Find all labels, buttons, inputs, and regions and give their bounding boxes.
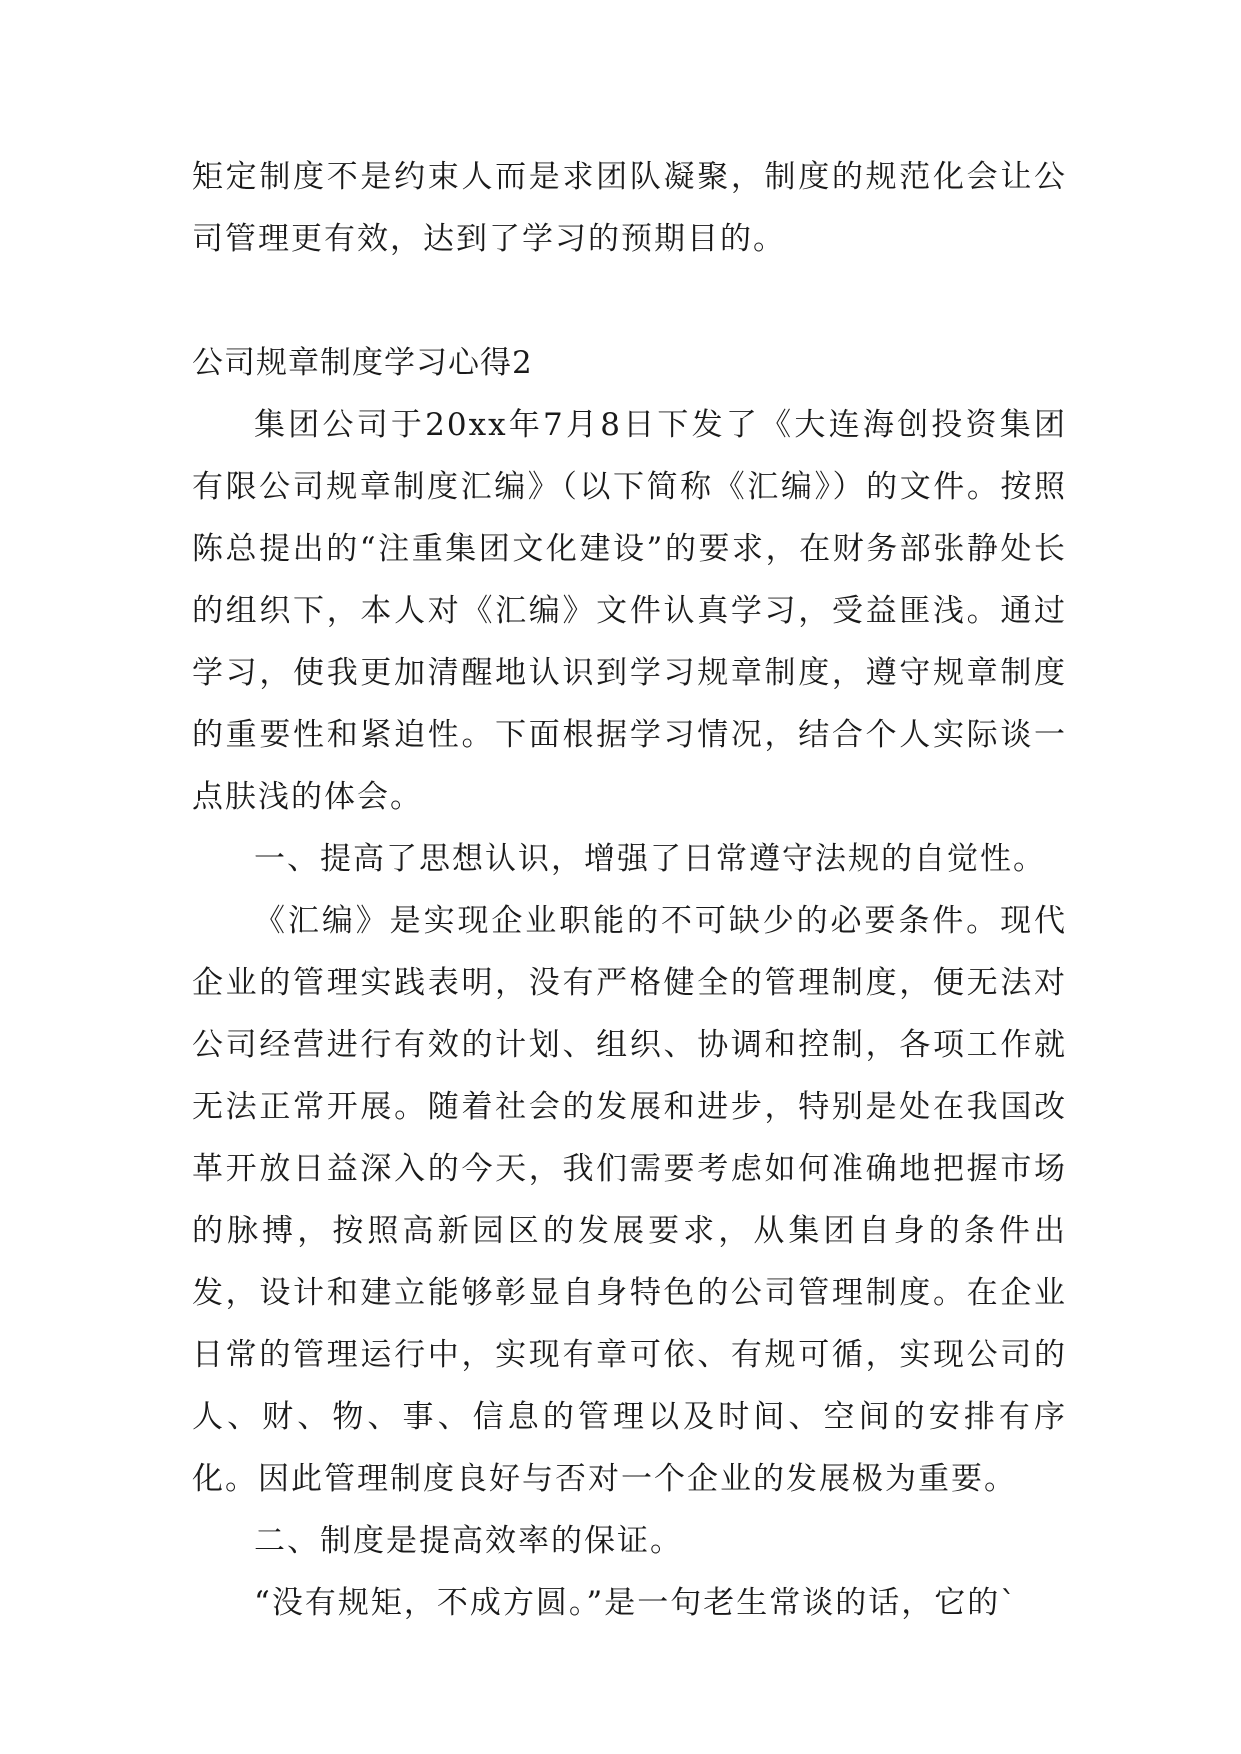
paragraph-2: 《汇编》是实现企业职能的不可缺少的必要条件。现代企业的管理实践表明，没有严格健全的管理制度，便无法对公司经营进行有效的计划、组织、协调和控制，各项工作就无法正常开展。随着社会的发展和进步，特别是处在我国改革开放日益深入的今天，我们需要考虑如何准确地把握市场的脉搏，按照高新园区的发展要求，从集团自身的条件出发，设计和建立能够彰显自身特色的公司管理制度。在企业日常的管理运行中，实现有章可依、有规可循，实现公司的人、财、物、事、信息的管理以及时间、空间的安排有序化。因此管理制度良好与否对一个企业的发展极为重要。 [192, 903, 1067, 1497]
document-body [192, 146, 1067, 1634]
paragraph-1: 集团公司于20xx年7月8日下发了《大连海创投资集团有限公司规章制度汇编》（以下简称《汇编》）的文件。按照陈总提出的“注重集团文化建设”的要求，在财务部张静处长的组织下，本人对《汇编》文件认真学习，受益匪浅。通过学习，使我更加清醒地认识到学习规章制度，遵守规章制度的重要性和紧迫性。下面根据学习情况，结合个人实际谈一点肤浅的体会。 [192, 407, 1067, 815]
heading-point-2: 二、制度是提高效率的保证。 [254, 1523, 683, 1559]
heading-point-1: 一、提高了思想认识，增强了日常遵守法规的自觉性。 [254, 841, 1046, 877]
section-title: 公司规章制度学习心得2 [192, 345, 533, 381]
paragraph-3: “没有规矩，不成方圆。”是一句老生常谈的话，它的` [254, 1585, 1018, 1621]
intro-paragraph: 矩定制度不是约束人而是求团队凝聚，制度的规范化会让公司管理更有效，达到了学习的预期目的。 [192, 159, 1067, 257]
